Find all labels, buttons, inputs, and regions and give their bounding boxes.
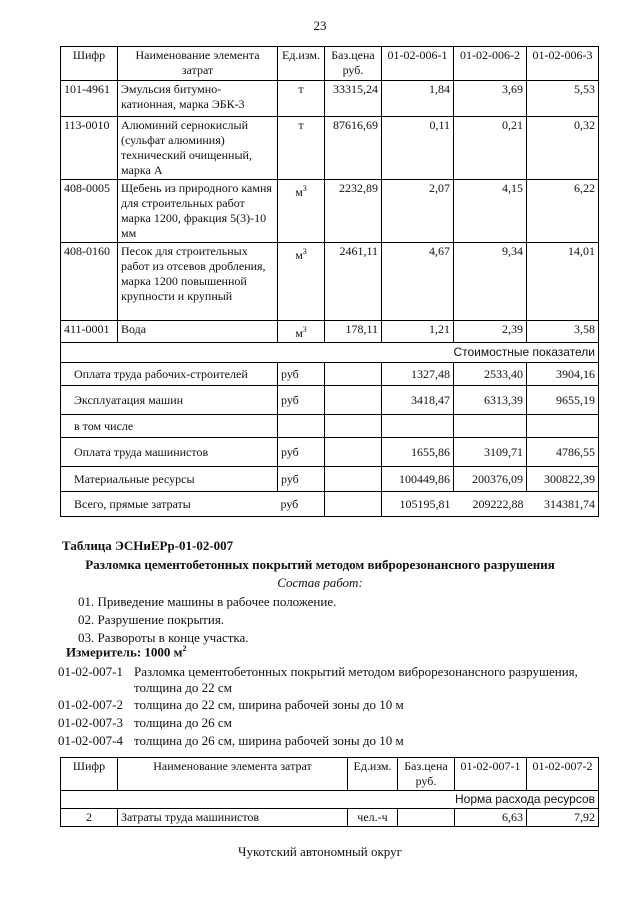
header-price: Баз.цена руб. bbox=[398, 758, 455, 791]
summary-row: Оплата труда рабочих-строителей руб 1327,48 2533,40 3904,16 bbox=[61, 363, 599, 386]
resources-table-006 bbox=[60, 46, 599, 517]
table-row: 2 Затраты труда машинистов чел.-ч 6,63 7,92 bbox=[61, 809, 599, 827]
summary-row: в том числе bbox=[61, 415, 599, 438]
code-desc: Разломка цементобетонных покрытий методом виброрезонансного разрушения, толщина до 22 см bbox=[134, 664, 578, 695]
table-row: 408-0005 Щебень из природного камня для строительных работ марка 1200, фракция 5(3)-10 мм $м^3$ 2232,89 2,07 4,15 6,22 bbox=[61, 180, 599, 243]
code-item: 01-02-007-4 bbox=[58, 733, 123, 748]
header-code: Шифр bbox=[61, 47, 118, 81]
code-desc: толщина до 26 см, ширина рабочей зоны до 10 м bbox=[134, 733, 404, 748]
header-price: Баз.цена руб. bbox=[325, 47, 382, 81]
cost-caption: Стоимостные показатели bbox=[61, 343, 599, 363]
code-desc: толщина до 26 см bbox=[134, 715, 232, 730]
summary-row: Материальные ресурсы руб 100449,86 200376,09 300822,39 bbox=[61, 467, 599, 492]
table-row: 408-0160 Песок для строительных работ из отсевов дробления, марка 1200 повышенной крупности и крупный $м^3$ 2461,11 4,67 9,34 14,01 bbox=[61, 243, 599, 321]
resources-table-007 bbox=[60, 757, 599, 827]
work-item: 03. Развороты в конце участка. bbox=[78, 630, 249, 645]
code-item: 01-02-007-3 bbox=[58, 715, 123, 730]
unit-m3: $м^3$ bbox=[295, 184, 307, 199]
table-label: Таблица ЭСНиЕРр-01-02-007 bbox=[62, 538, 234, 553]
header-code: Шифр bbox=[61, 758, 118, 791]
summary-row: Всего, прямые затраты руб 105195,81 209222,88 314381,74 bbox=[61, 492, 599, 517]
header-name: Наименование элемента затрат bbox=[118, 758, 348, 791]
unit-m3: $м^3$ bbox=[295, 247, 307, 262]
work-item: 01. Приведение машины в рабочее положение. bbox=[78, 594, 337, 609]
norm-caption: Норма расхода ресурсов bbox=[61, 791, 599, 809]
header-name: Наименование элемента затрат bbox=[118, 47, 278, 81]
header-col1: 01-02-006-1 bbox=[382, 47, 454, 81]
header-unit: Ед.изм. bbox=[348, 758, 398, 791]
page-number: 23 bbox=[313, 18, 327, 33]
work-item: 02. Разрушение покрытия. bbox=[78, 612, 225, 627]
summary-row: Эксплуатация машин руб 3418,47 6313,39 9655,19 bbox=[61, 386, 599, 415]
table-row: 411-0001 Вода $м^3$ 178,11 1,21 2,39 3,58 bbox=[61, 321, 599, 343]
table-row: 101-4961 Эмульсия битумно-катионная, марка ЭБК-3 т 33315,24 1,84 3,69 5,53 bbox=[61, 81, 599, 117]
code-item: 01-02-007-2 bbox=[58, 697, 123, 712]
work-composition-title: Состав работ: bbox=[277, 575, 363, 590]
unit-m3: $м^3$ bbox=[295, 325, 307, 340]
header-col1: 01-02-007-1 bbox=[455, 758, 527, 791]
code-item: 01-02-007-1 bbox=[58, 664, 123, 679]
header-col2: 01-02-006-2 bbox=[454, 47, 527, 81]
header-col3: 01-02-006-3 bbox=[527, 47, 599, 81]
header-col2: 01-02-007-2 bbox=[527, 758, 599, 791]
table-row: 113-0010 Алюминий сернокислый (сульфат алюминия) технический очищенный, марка А т 87616,69 0,11 0,21 0,32 bbox=[61, 117, 599, 180]
code-desc: толщина до 22 см, ширина рабочей зоны до 10 м bbox=[134, 697, 404, 712]
meter-label: Измеритель: 1000 $м^2$ bbox=[66, 644, 187, 660]
header-unit: Ед.изм. bbox=[278, 47, 325, 81]
summary-row: Оплата труда машинистов руб 1655,86 3109,71 4786,55 bbox=[61, 438, 599, 467]
table-title: Разломка цементобетонных покрытий методом виброрезонансного разрушения bbox=[85, 557, 555, 572]
footer-region: Чукотский автономный округ bbox=[238, 844, 402, 859]
